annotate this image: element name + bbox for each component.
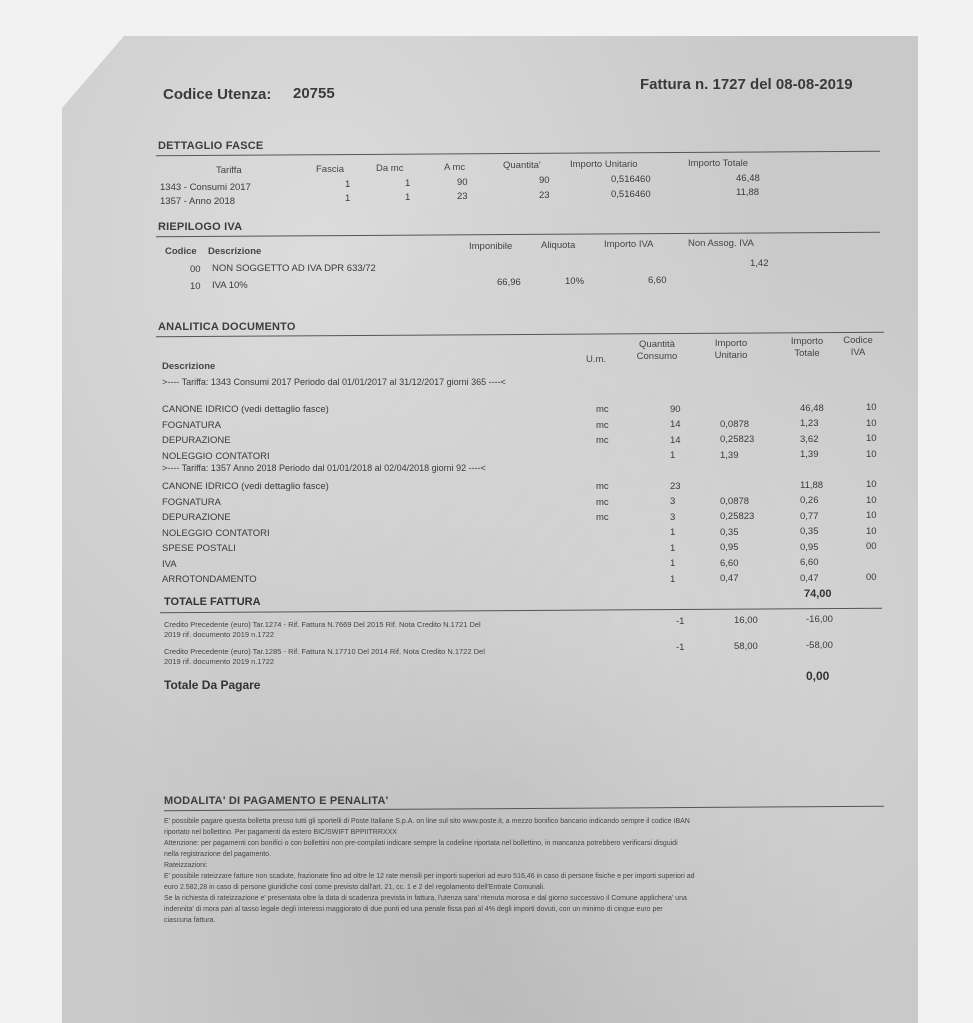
riepilogo-iva-title: RIEPILOGO IVA [158,221,243,233]
paragraph-line: Se la richiesta di rateizzazione e' presentata oltre la data di scadenza prevista in fattura, l'utenza sara' ritenuta morosa e dal giorno successivo il Comune applichera' una [164,895,687,902]
col-importo-totale: Importo Totale [688,158,749,169]
col-importo-unitario: Importo Unitario [570,159,638,170]
paragraph-line: E' possibile rateizzare fatture non scadute, frazionate fino ad oltre le 12 rate mensili per importi superiori ad euro 516,46 in caso di persone fisiche e per importi superiori ad [164,873,695,880]
folded-corner [62,36,124,108]
dettaglio-fasce-title: DETTAGLIO FASCE [158,140,264,152]
col-da-mc: Da mc [376,163,404,174]
analitica-title: ANALITICA DOCUMENTO [158,321,296,333]
paragraph-line: riportato nel bollettino. Per pagamenti da estero BIC/SWIFT BPPIITRRXXX [164,829,397,836]
paragraph-line: nella registrazione del pagamento. [164,851,272,858]
codice-utenza-value: 20755 [293,85,335,102]
paragraph-line: Attenzione: per pagamenti con bonifici o con bollettini non pre-compilati indicare sempre la codeline riportata nel bollettino, in mancanza potrebbero verificarsi disguidi [164,840,678,847]
paragraph-line: Rateizzazioni: [164,862,208,869]
col-tariffa: Tariffa [216,165,242,176]
paragraph-line: ciascuna fattura. [164,917,216,924]
col-a-mc: A mc [444,162,466,173]
modalita-title: MODALITA' DI PAGAMENTO E PENALITA' [164,795,389,807]
paragraph-line: indennita' di mora pari al tasso legale degli interessi maggiorato di due punti ed una penale fissa pari al 4% degli importi dovuti, con un minimo di cinque euro per [164,906,663,913]
col-quantita: Quantita' [503,160,541,171]
invoice-number: Fattura n. 1727 del 08-08-2019 [640,76,853,93]
period-1: >---- Tariffa: 1343 Consumi 2017 Periodo dal 01/01/2017 al 31/12/2017 giorni 365 ----< [162,377,506,387]
totale-pagare-value: 0,00 [806,669,830,683]
paragraph-line: E' possibile pagare questa bolletta presso tutti gli sportelli di Poste Italiane S.p.A. on line sul sito www.poste.it, a mezzo bonifico bancario indicando sempre il codice IBAN [164,818,690,825]
codice-utenza-label: Codice Utenza: [163,86,272,103]
totale-fattura-label: TOTALE FATTURA [164,596,261,608]
col-fascia: Fascia [316,164,344,175]
totale-fattura-value: 74,00 [804,588,832,600]
totale-pagare-label: Totale Da Pagare [164,678,261,692]
paragraph-line: euro 2.582,28 in caso di persone giuridiche così come previsto dall'art. 21, cc. 1 e 2 del regolamento dell'Entrate Comunali. [164,884,545,891]
period-2: >---- Tariffa: 1357 Anno 2018 Periodo dal 01/01/2018 al 02/04/2018 giorni 92 ----< [162,463,486,473]
